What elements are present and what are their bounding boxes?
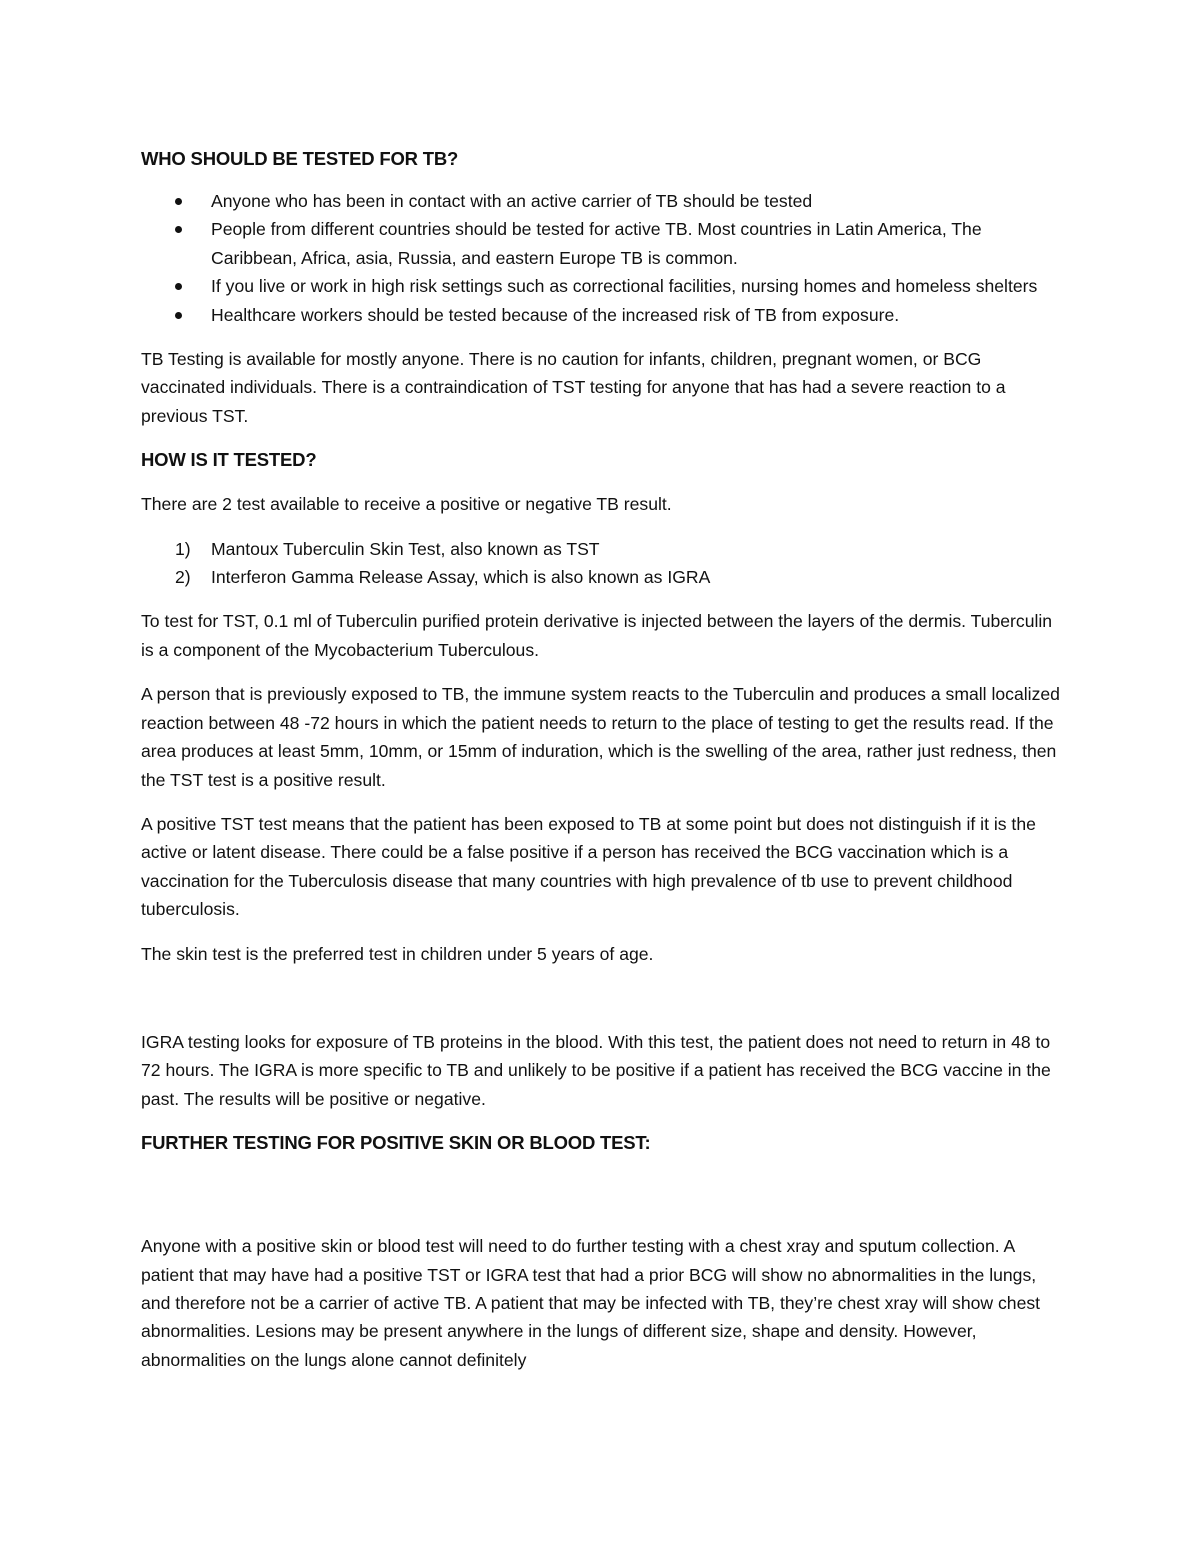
paragraph-two-tests: There are 2 test available to receive a positive or negative TB result.: [141, 494, 672, 515]
list-item-text: Healthcare workers should be tested because of the increased risk of TB from exposure.: [211, 304, 900, 325]
heading-who-should-be-tested: WHO SHOULD BE TESTED FOR TB?: [141, 148, 459, 169]
list-item-text: People from different countries should be tested for active TB. Most countries in Latin America, The Caribbean, Africa, asia, Russia, and eastern Europe TB is common.: [211, 219, 982, 268]
list-item: [141, 535, 1060, 563]
bullet-list: [141, 187, 1060, 329]
list-item-text: Interferon Gamma Release Assay, which is also known as IGRA: [211, 567, 711, 588]
paragraph-positive-tst: A positive TST test means that the patient has been exposed to TB at some point but does not distinguish if it is the active or latent disease. There could be a false positive if a person has received the BCG vaccination which is a vaccination for the Tuberculosis disease that many countries with high prevalence of tb use to prevent childhood tuberculosis.: [141, 813, 1036, 920]
list-number: 1): [175, 538, 191, 559]
paragraph-immune-reaction: A person that is previously exposed to TB, the immune system reacts to the Tuberculin and produces a small localized reaction between 48 -72 hours in which the patient needs to return to the place of testing to get the results read. If the area produces at least 5mm, 10mm, or 15mm of induration, which is the swelling of the area, rather just redness, then the TST test is a positive result.: [141, 684, 1060, 790]
bullet-dot-icon: [175, 312, 182, 319]
list-item: [141, 215, 1060, 272]
heading-how-is-it-tested: HOW IS IT TESTED?: [141, 449, 317, 471]
list-number: 2): [175, 567, 191, 588]
bullet-dot-icon: [175, 283, 182, 290]
list-item: [141, 187, 1060, 215]
paragraph-tst-procedure: To test for TST, 0.1 ml of Tuberculin purified protein derivative is injected between the layers of the dermis. Tuberculin is a component of the Mycobacterium Tuberculous.: [141, 611, 1053, 660]
bullet-dot-icon: [175, 198, 182, 205]
list-item-text: Mantoux Tuberculin Skin Test, also known as TST: [211, 538, 600, 559]
list-item-text: If you live or work in high risk settings such as correctional facilities, nursing homes and homeless shelters: [211, 276, 1038, 297]
list-item: [141, 272, 1060, 300]
list-item: [141, 301, 1060, 329]
paragraph-igra-testing: IGRA testing looks for exposure of TB proteins in the blood. With this test, the patient does not need to return in 48 to 72 hours. The IGRA is more specific to TB and unlikely to be positive if a patient has received the BCG vaccine in the past. The results will be positive or negative.: [141, 1031, 1051, 1109]
paragraph-further-testing: Anyone with a positive skin or blood test will need to do further testing with a chest xray and sputum collection. A patient that may have had a positive TST or IGRA test that had a prior BCG will show no abnormalities in the lungs, and therefore not be a carrier of active TB. A patient that may be infected with TB, they’re chest xray will show chest abnormalities. Lesions may be present anywhere in the lungs of different size, shape and density. However, abnormalities on the lungs alone cannot definitely: [141, 1236, 1041, 1370]
numbered-list: [141, 535, 1060, 592]
list-item: [141, 563, 1060, 591]
paragraph-skin-test-children: The skin test is the preferred test in children under 5 years of age.: [141, 943, 654, 964]
paragraph-testing-availability: TB Testing is available for mostly anyone. There is no caution for infants, children, pregnant women, or BCG vaccinated individuals. There is a contraindication of TST testing for anyone that has had a severe reaction to a previous TST.: [141, 349, 1006, 426]
list-item-text: Anyone who has been in contact with an active carrier of TB should be tested: [211, 191, 813, 211]
heading-further-testing: FURTHER TESTING FOR POSITIVE SKIN OR BLOOD TEST:: [141, 1132, 651, 1154]
bullet-dot-icon: [175, 226, 182, 233]
